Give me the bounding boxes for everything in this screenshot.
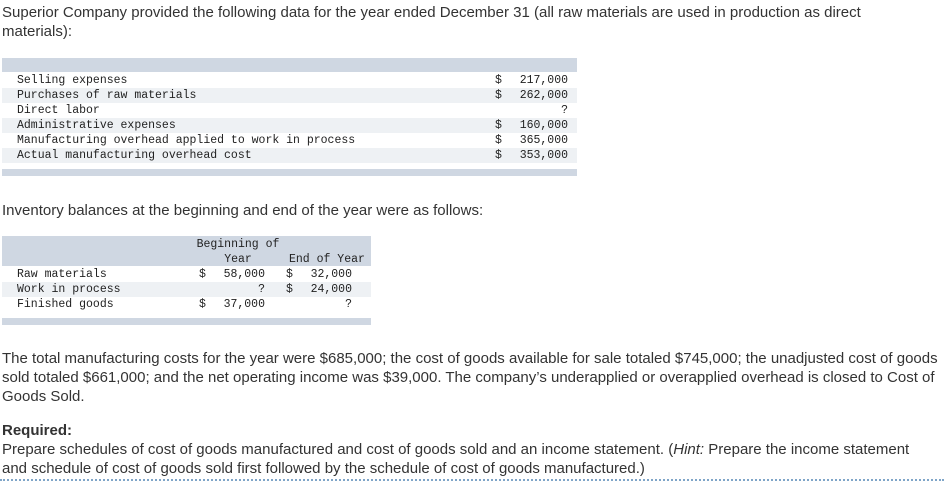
- begin-value: 37,000: [223, 298, 265, 311]
- row-label: Selling expenses: [17, 74, 128, 87]
- row-label: Finished goods: [17, 298, 114, 311]
- table-row: [2, 282, 371, 297]
- row-label: Purchases of raw materials: [17, 89, 197, 102]
- row-label: Administrative expenses: [17, 119, 176, 132]
- begin-currency: $: [199, 298, 206, 311]
- required-heading: Required:: [2, 422, 73, 439]
- dotted-divider: [0, 479, 944, 481]
- row-value: 160,000: [519, 119, 568, 132]
- row-label: Direct labor: [17, 104, 100, 117]
- header-end-of-year: End of Year: [289, 253, 365, 266]
- table-row: [2, 148, 577, 163]
- table-row: [2, 297, 371, 312]
- table-row: [2, 118, 577, 133]
- currency-symbol: $: [495, 134, 502, 147]
- intro-text: Superior Company provided the following data for the year ended December 31 (all raw materials are used in production as direct materials):: [2, 4, 861, 40]
- table-row: [2, 267, 371, 282]
- begin-value: 58,000: [223, 268, 265, 281]
- row-value: 353,000: [519, 149, 568, 162]
- end-currency: $: [286, 268, 293, 281]
- currency-symbol: $: [495, 149, 502, 162]
- end-currency: $: [286, 283, 293, 296]
- table-row: [2, 103, 577, 118]
- end-value: ?: [345, 298, 352, 311]
- row-label: Manufacturing overhead applied to work in process: [17, 134, 356, 147]
- currency-symbol: $: [495, 119, 502, 132]
- table-header-band: [2, 58, 577, 72]
- end-value: 24,000: [310, 283, 352, 296]
- table-row: [2, 133, 577, 148]
- required-text-2: Prepare the income statement and schedule of cost of goods sold first followed by the schedule of cost of goods manufactured.): [2, 441, 910, 477]
- row-value: 217,000: [519, 74, 568, 87]
- begin-currency: $: [199, 268, 206, 281]
- inventory-table-header: [2, 236, 371, 266]
- row-value: ?: [561, 104, 568, 117]
- begin-value: ?: [258, 283, 265, 296]
- table-row: [2, 73, 577, 88]
- currency-symbol: $: [495, 89, 502, 102]
- inventory-table-footer: [2, 318, 371, 325]
- header-beginning-of: Beginning of: [196, 238, 280, 251]
- table-row: [2, 88, 577, 103]
- required-text-1: Prepare schedules of cost of goods manufactured and cost of goods sold and an income statement. (: [2, 441, 674, 458]
- inventory-intro-text: Inventory balances at the beginning and end of the year were as follows:: [2, 202, 484, 219]
- currency-symbol: $: [495, 74, 502, 87]
- end-value: 32,000: [310, 268, 352, 281]
- row-value: 365,000: [519, 134, 568, 147]
- row-label: Actual manufacturing overhead cost: [17, 149, 252, 162]
- required-instructions: [2, 440, 932, 478]
- hint-label: Hint:: [673, 441, 705, 458]
- row-label: Raw materials: [17, 268, 107, 281]
- summary-text: The total manufacturing costs for the year were $685,000; the cost of goods available for sale totaled $745,000; the unadjusted cost of goods sold totaled $661,000; and the net operating income was $39,000. The company’s underapplied or overapplied overhead is closed to Cost of Goods Sold.: [2, 350, 938, 405]
- table-footer-band: [2, 169, 577, 176]
- row-value: 262,000: [519, 89, 568, 102]
- header-year: Year: [224, 253, 252, 266]
- row-label: Work in process: [17, 283, 121, 296]
